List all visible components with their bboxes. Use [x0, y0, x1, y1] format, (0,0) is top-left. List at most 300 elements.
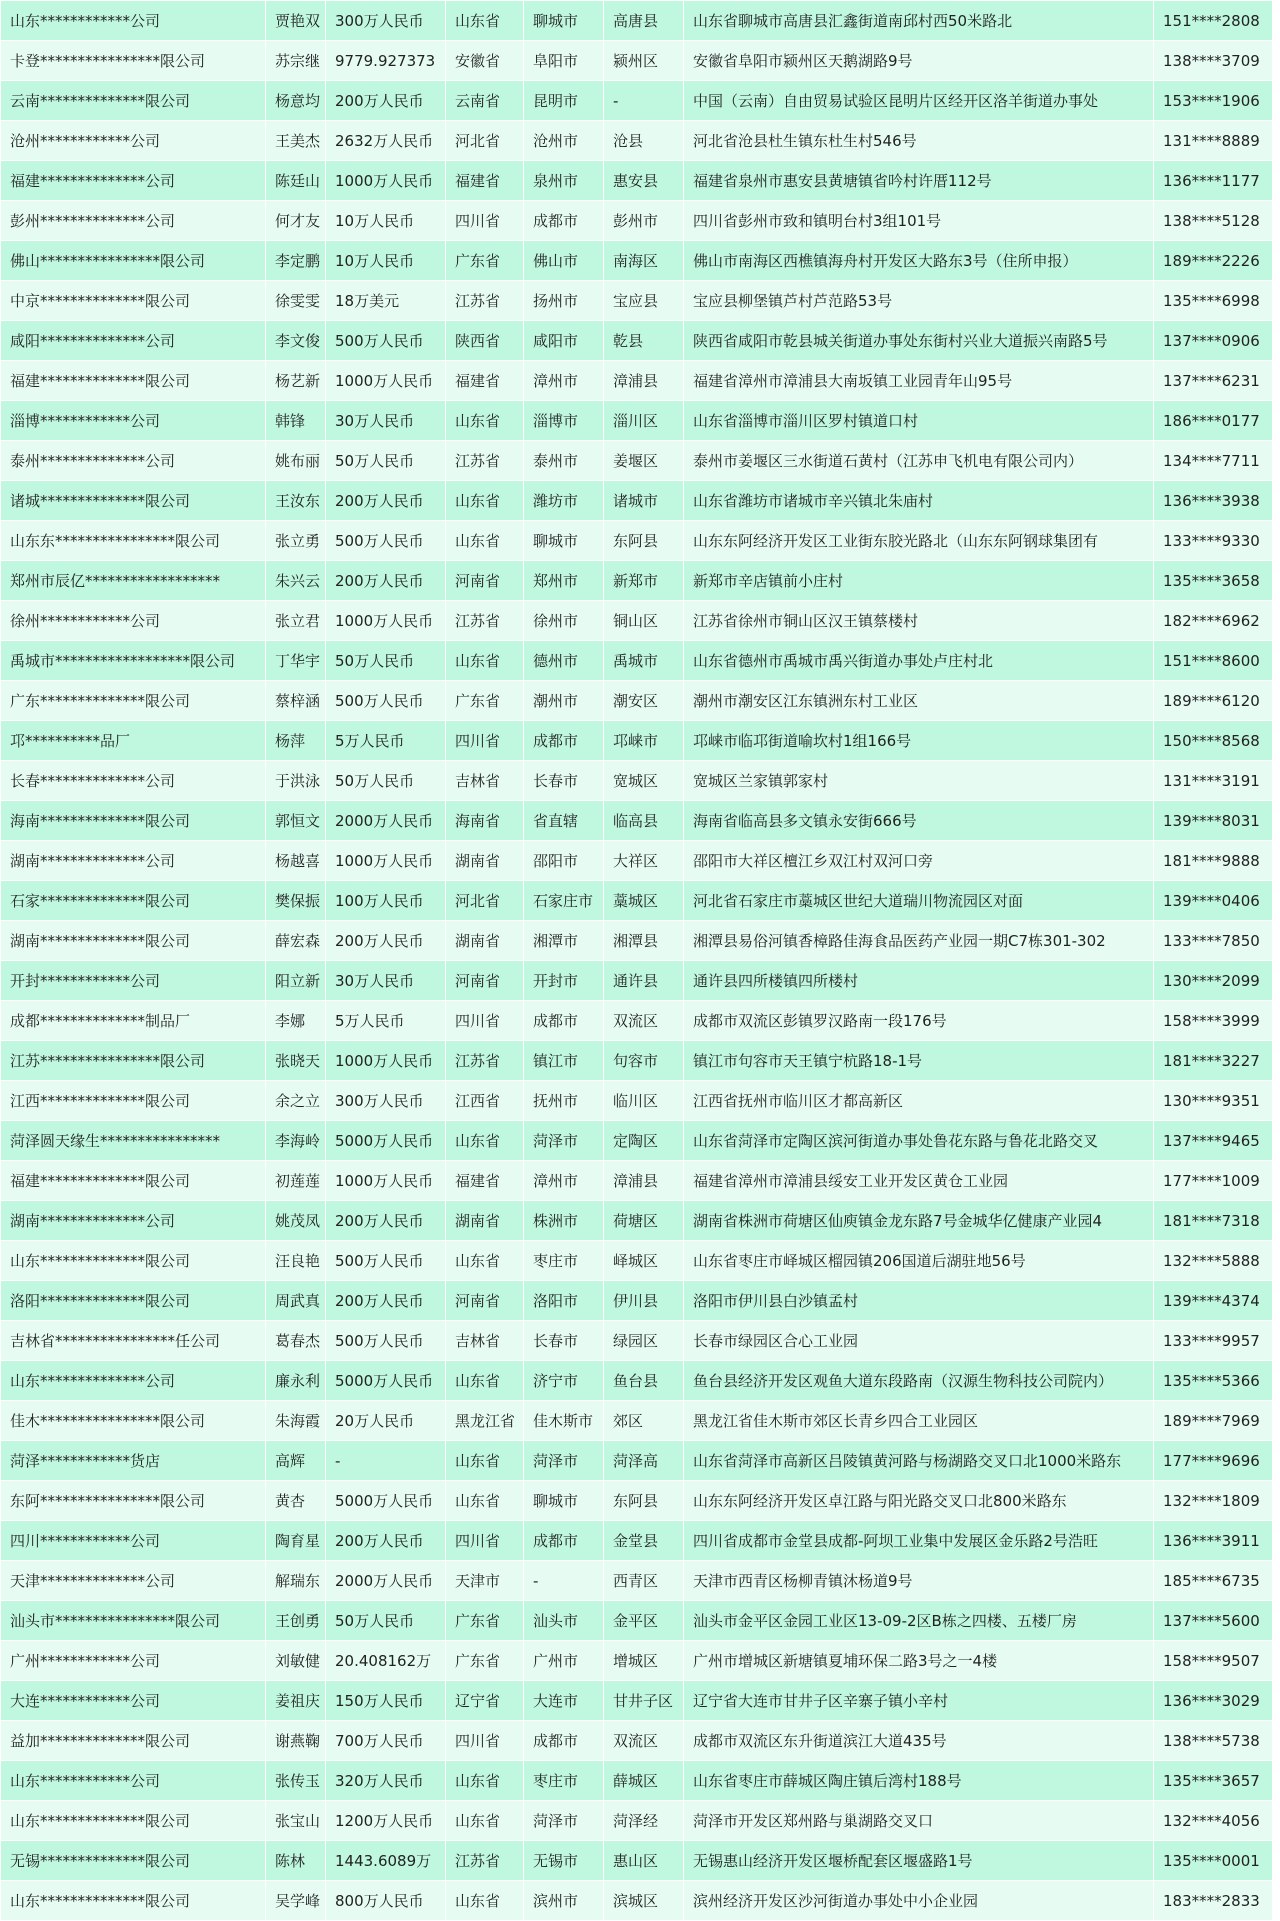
- address-cell: 镇江市句容市天王镇宁杭路18-1号: [684, 1041, 1154, 1081]
- company-name-cell: 湖南**************限公司: [1, 921, 266, 961]
- city-cell: 广州市: [524, 1641, 604, 1681]
- address-cell: 江西省抚州市临川区才都高新区: [684, 1081, 1154, 1121]
- phone-cell: 132****1809: [1154, 1481, 1273, 1521]
- province-cell: 福建省: [446, 361, 524, 401]
- registered-capital-cell: 300万人民币: [326, 1081, 446, 1121]
- phone-cell: 130****2099: [1154, 961, 1273, 1001]
- company-name-cell: 开封************公司: [1, 961, 266, 1001]
- company-name-cell: 山东**************限公司: [1, 1801, 266, 1841]
- province-cell: 山东省: [446, 1241, 524, 1281]
- registered-capital-cell: 50万人民币: [326, 1601, 446, 1641]
- province-cell: 河南省: [446, 961, 524, 1001]
- province-cell: 福建省: [446, 1161, 524, 1201]
- phone-cell: 131****3191: [1154, 761, 1273, 801]
- phone-cell: 181****3227: [1154, 1041, 1273, 1081]
- registered-capital-cell: 150万人民币: [326, 1681, 446, 1721]
- address-cell: 山东东阿经济开发区工业街东胶光路北（山东东阿钢球集团有: [684, 521, 1154, 561]
- registered-capital-cell: 18万美元: [326, 281, 446, 321]
- province-cell: 天津市: [446, 1561, 524, 1601]
- district-cell: 甘井子区: [604, 1681, 684, 1721]
- registered-capital-cell: 30万人民币: [326, 961, 446, 1001]
- legal-rep-cell: 苏宗继: [266, 41, 326, 81]
- address-cell: 山东省枣庄市峄城区榴园镇206国道后湖驻地56号: [684, 1241, 1154, 1281]
- address-cell: 无锡惠山经济开发区堰桥配套区堰盛路1号: [684, 1841, 1154, 1881]
- city-cell: 淄博市: [524, 401, 604, 441]
- registered-capital-cell: 1000万人民币: [326, 1041, 446, 1081]
- city-cell: 镇江市: [524, 1041, 604, 1081]
- table-row: [1, 601, 1273, 641]
- phone-cell: 153****1906: [1154, 81, 1273, 121]
- district-cell: 禹城市: [604, 641, 684, 681]
- phone-cell: 151****2808: [1154, 1, 1273, 41]
- address-cell: 滨州经济开发区沙河街道办事处中小企业园: [684, 1881, 1154, 1921]
- address-cell: 福建省漳州市漳浦县大南坂镇工业园青年山95号: [684, 361, 1154, 401]
- legal-rep-cell: 黄杏: [266, 1481, 326, 1521]
- registered-capital-cell: 1200万人民币: [326, 1801, 446, 1841]
- address-cell: 宝应县柳堡镇芦村芦范路53号: [684, 281, 1154, 321]
- table-row: [1, 641, 1273, 681]
- registered-capital-cell: 2000万人民币: [326, 1561, 446, 1601]
- table-row: [1, 1241, 1273, 1281]
- legal-rep-cell: 杨萍: [266, 721, 326, 761]
- registered-capital-cell: 500万人民币: [326, 521, 446, 561]
- phone-cell: 181****7318: [1154, 1201, 1273, 1241]
- province-cell: 山东省: [446, 1801, 524, 1841]
- legal-rep-cell: 汪良艳: [266, 1241, 326, 1281]
- district-cell: 大祥区: [604, 841, 684, 881]
- province-cell: 江西省: [446, 1081, 524, 1121]
- registered-capital-cell: 50万人民币: [326, 761, 446, 801]
- phone-cell: 137****6231: [1154, 361, 1273, 401]
- company-name-cell: 佛山****************限公司: [1, 241, 266, 281]
- province-cell: 福建省: [446, 161, 524, 201]
- province-cell: 云南省: [446, 81, 524, 121]
- district-cell: 惠安县: [604, 161, 684, 201]
- district-cell: 句容市: [604, 1041, 684, 1081]
- table-row: [1, 1401, 1273, 1441]
- legal-rep-cell: 李娜: [266, 1001, 326, 1041]
- company-name-cell: 中京**************限公司: [1, 281, 266, 321]
- legal-rep-cell: 姚茂凤: [266, 1201, 326, 1241]
- address-cell: 鱼台县经济开发区观鱼大道东段路南（汉源生物科技公司院内）: [684, 1361, 1154, 1401]
- table-row: [1, 761, 1273, 801]
- province-cell: 山东省: [446, 1361, 524, 1401]
- registered-capital-cell: 200万人民币: [326, 921, 446, 961]
- registered-capital-cell: 2632万人民币: [326, 121, 446, 161]
- address-cell: 佛山市南海区西樵镇海舟村开发区大路东3号（住所申报）: [684, 241, 1154, 281]
- registered-capital-cell: 100万人民币: [326, 881, 446, 921]
- phone-cell: 189****7969: [1154, 1401, 1273, 1441]
- table-row: [1, 1641, 1273, 1681]
- company-name-cell: 泰州**************公司: [1, 441, 266, 481]
- district-cell: 潮安区: [604, 681, 684, 721]
- legal-rep-cell: 陈廷山: [266, 161, 326, 201]
- address-cell: 山东省菏泽市定陶区滨河街道办事处鲁花东路与鲁花北路交叉: [684, 1121, 1154, 1161]
- registered-capital-cell: 320万人民币: [326, 1761, 446, 1801]
- city-cell: 咸阳市: [524, 321, 604, 361]
- table-row: [1, 881, 1273, 921]
- city-cell: 沧州市: [524, 121, 604, 161]
- address-cell: 潮州市潮安区江东镇洲东村工业区: [684, 681, 1154, 721]
- company-name-cell: 大连************公司: [1, 1681, 266, 1721]
- district-cell: 高唐县: [604, 1, 684, 41]
- phone-cell: 189****2226: [1154, 241, 1273, 281]
- address-cell: 江苏省徐州市铜山区汉王镇蔡楼村: [684, 601, 1154, 641]
- address-cell: 陕西省咸阳市乾县城关街道办事处东街村兴业大道振兴南路5号: [684, 321, 1154, 361]
- company-name-cell: 淄博************公司: [1, 401, 266, 441]
- address-cell: 中国（云南）自由贸易试验区昆明片区经开区洛羊街道办事处: [684, 81, 1154, 121]
- province-cell: 江苏省: [446, 1041, 524, 1081]
- district-cell: 菏泽高: [604, 1441, 684, 1481]
- table-row: [1, 561, 1273, 601]
- province-cell: 河北省: [446, 881, 524, 921]
- district-cell: 郊区: [604, 1401, 684, 1441]
- table-row: [1, 1281, 1273, 1321]
- registered-capital-cell: 5000万人民币: [326, 1361, 446, 1401]
- table-row: [1, 1481, 1273, 1521]
- phone-cell: 131****8889: [1154, 121, 1273, 161]
- table-row: [1, 1081, 1273, 1121]
- province-cell: 广东省: [446, 1641, 524, 1681]
- company-name-cell: 山东************公司: [1, 1761, 266, 1801]
- table-row: [1, 361, 1273, 401]
- table-row: [1, 1801, 1273, 1841]
- legal-rep-cell: 高辉: [266, 1441, 326, 1481]
- company-name-cell: 江西**************限公司: [1, 1081, 266, 1121]
- legal-rep-cell: 姜祖庆: [266, 1681, 326, 1721]
- company-name-cell: 湖南**************公司: [1, 1201, 266, 1241]
- registered-capital-cell: 300万人民币: [326, 1, 446, 41]
- registered-capital-cell: 200万人民币: [326, 1521, 446, 1561]
- legal-rep-cell: 陶育星: [266, 1521, 326, 1561]
- phone-cell: 139****0406: [1154, 881, 1273, 921]
- city-cell: 成都市: [524, 1521, 604, 1561]
- legal-rep-cell: 李定鹏: [266, 241, 326, 281]
- table-row: [1, 481, 1273, 521]
- city-cell: 成都市: [524, 201, 604, 241]
- table-row: [1, 1601, 1273, 1641]
- table-row: [1, 1761, 1273, 1801]
- city-cell: 枣庄市: [524, 1761, 604, 1801]
- registered-capital-cell: 500万人民币: [326, 321, 446, 361]
- district-cell: 乾县: [604, 321, 684, 361]
- registered-capital-cell: 1000万人民币: [326, 361, 446, 401]
- table-row: [1, 1161, 1273, 1201]
- phone-cell: 136****1177: [1154, 161, 1273, 201]
- phone-cell: 151****8600: [1154, 641, 1273, 681]
- company-name-cell: 咸阳**************公司: [1, 321, 266, 361]
- company-name-cell: 天津**************公司: [1, 1561, 266, 1601]
- province-cell: 山东省: [446, 1, 524, 41]
- district-cell: 峄城区: [604, 1241, 684, 1281]
- registered-capital-cell: 5万人民币: [326, 1001, 446, 1041]
- company-name-cell: 汕头市****************限公司: [1, 1601, 266, 1641]
- address-cell: 四川省彭州市致和镇明台村3组101号: [684, 201, 1154, 241]
- phone-cell: 133****9957: [1154, 1321, 1273, 1361]
- district-cell: 双流区: [604, 1001, 684, 1041]
- phone-cell: 177****9696: [1154, 1441, 1273, 1481]
- phone-cell: 135****0001: [1154, 1841, 1273, 1881]
- phone-cell: 134****7711: [1154, 441, 1273, 481]
- legal-rep-cell: 张立勇: [266, 521, 326, 561]
- district-cell: 铜山区: [604, 601, 684, 641]
- phone-cell: 186****0177: [1154, 401, 1273, 441]
- table-row: [1, 1321, 1273, 1361]
- phone-cell: 158****3999: [1154, 1001, 1273, 1041]
- registered-capital-cell: 20.408162万: [326, 1641, 446, 1681]
- legal-rep-cell: 初莲莲: [266, 1161, 326, 1201]
- table-row: [1, 121, 1273, 161]
- phone-cell: 137****5600: [1154, 1601, 1273, 1641]
- legal-rep-cell: 周武真: [266, 1281, 326, 1321]
- district-cell: 荷塘区: [604, 1201, 684, 1241]
- table-row: [1, 241, 1273, 281]
- district-cell: 伊川县: [604, 1281, 684, 1321]
- province-cell: 湖南省: [446, 921, 524, 961]
- address-cell: 黑龙江省佳木斯市郊区长青乡四合工业园区: [684, 1401, 1154, 1441]
- province-cell: 江苏省: [446, 281, 524, 321]
- district-cell: 惠山区: [604, 1841, 684, 1881]
- address-cell: 安徽省阜阳市颍州区天鹅湖路9号: [684, 41, 1154, 81]
- company-name-cell: 山东**************限公司: [1, 1241, 266, 1281]
- company-name-cell: 四川************公司: [1, 1521, 266, 1561]
- district-cell: 湘潭县: [604, 921, 684, 961]
- address-cell: 福建省漳州市漳浦县绥安工业开发区黄仓工业园: [684, 1161, 1154, 1201]
- registered-capital-cell: 500万人民币: [326, 1321, 446, 1361]
- address-cell: 广州市增城区新塘镇夏埔环保二路3号之一4楼: [684, 1641, 1154, 1681]
- company-name-cell: 海南**************限公司: [1, 801, 266, 841]
- phone-cell: 132****5888: [1154, 1241, 1273, 1281]
- province-cell: 陕西省: [446, 321, 524, 361]
- city-cell: 菏泽市: [524, 1121, 604, 1161]
- address-cell: 山东省淄博市淄川区罗村镇道口村: [684, 401, 1154, 441]
- table-row: [1, 321, 1273, 361]
- city-cell: 抚州市: [524, 1081, 604, 1121]
- city-cell: 滨州市: [524, 1881, 604, 1921]
- province-cell: 湖南省: [446, 841, 524, 881]
- address-cell: 成都市双流区彭镇罗汉路南一段176号: [684, 1001, 1154, 1041]
- address-cell: 山东省菏泽市高新区吕陵镇黄河路与杨湖路交叉口北1000米路东: [684, 1441, 1154, 1481]
- province-cell: 河北省: [446, 121, 524, 161]
- legal-rep-cell: 阳立新: [266, 961, 326, 1001]
- city-cell: 成都市: [524, 1721, 604, 1761]
- phone-cell: 139****8031: [1154, 801, 1273, 841]
- phone-cell: 135****3657: [1154, 1761, 1273, 1801]
- city-cell: 潮州市: [524, 681, 604, 721]
- phone-cell: 135****6998: [1154, 281, 1273, 321]
- city-cell: 德州市: [524, 641, 604, 681]
- company-name-cell: 福建**************公司: [1, 161, 266, 201]
- legal-rep-cell: 张传玉: [266, 1761, 326, 1801]
- phone-cell: 138****5738: [1154, 1721, 1273, 1761]
- table-row: [1, 801, 1273, 841]
- phone-cell: 177****1009: [1154, 1161, 1273, 1201]
- table-row: [1, 161, 1273, 201]
- address-cell: 山东省枣庄市薛城区陶庄镇后湾村188号: [684, 1761, 1154, 1801]
- legal-rep-cell: 姚布丽: [266, 441, 326, 481]
- province-cell: 四川省: [446, 1001, 524, 1041]
- address-cell: 通许县四所楼镇四所楼村: [684, 961, 1154, 1001]
- address-cell: 天津市西青区杨柳青镇沐杨道9号: [684, 1561, 1154, 1601]
- registered-capital-cell: 10万人民币: [326, 201, 446, 241]
- registered-capital-cell: 500万人民币: [326, 681, 446, 721]
- registered-capital-cell: 50万人民币: [326, 441, 446, 481]
- address-cell: 菏泽市开发区郑州路与巢湖路交叉口: [684, 1801, 1154, 1841]
- province-cell: 山东省: [446, 1121, 524, 1161]
- city-cell: 汕头市: [524, 1601, 604, 1641]
- registered-capital-cell: 700万人民币: [326, 1721, 446, 1761]
- registered-capital-cell: 5000万人民币: [326, 1481, 446, 1521]
- city-cell: 菏泽市: [524, 1801, 604, 1841]
- table-row: [1, 41, 1273, 81]
- company-table-body: [1, 1, 1273, 1921]
- city-cell: 漳州市: [524, 361, 604, 401]
- registered-capital-cell: 500万人民币: [326, 1241, 446, 1281]
- legal-rep-cell: 于洪泳: [266, 761, 326, 801]
- legal-rep-cell: 张晓天: [266, 1041, 326, 1081]
- city-cell: 省直辖: [524, 801, 604, 841]
- district-cell: 金堂县: [604, 1521, 684, 1561]
- district-cell: 淄川区: [604, 401, 684, 441]
- city-cell: 菏泽市: [524, 1441, 604, 1481]
- table-row: [1, 1, 1273, 41]
- district-cell: 西青区: [604, 1561, 684, 1601]
- province-cell: 山东省: [446, 521, 524, 561]
- company-name-cell: 福建**************限公司: [1, 1161, 266, 1201]
- legal-rep-cell: 谢燕鞠: [266, 1721, 326, 1761]
- legal-rep-cell: 王美杰: [266, 121, 326, 161]
- province-cell: 湖南省: [446, 1201, 524, 1241]
- legal-rep-cell: 郭恒文: [266, 801, 326, 841]
- company-name-cell: 湖南**************公司: [1, 841, 266, 881]
- registered-capital-cell: 200万人民币: [326, 561, 446, 601]
- company-name-cell: 山东************公司: [1, 1, 266, 41]
- table-row: [1, 1841, 1273, 1881]
- phone-cell: 136****3938: [1154, 481, 1273, 521]
- province-cell: 江苏省: [446, 601, 524, 641]
- city-cell: 株洲市: [524, 1201, 604, 1241]
- company-name-cell: 东阿****************限公司: [1, 1481, 266, 1521]
- company-name-cell: 洛阳**************限公司: [1, 1281, 266, 1321]
- district-cell: 双流区: [604, 1721, 684, 1761]
- legal-rep-cell: 朱海霞: [266, 1401, 326, 1441]
- province-cell: 江苏省: [446, 441, 524, 481]
- table-row: [1, 1361, 1273, 1401]
- company-name-cell: 山东**************限公司: [1, 1881, 266, 1921]
- district-cell: 漳浦县: [604, 1161, 684, 1201]
- company-name-cell: 成都**************制品厂: [1, 1001, 266, 1041]
- address-cell: 山东东阿经济开发区卓江路与阳光路交叉口北800米路东: [684, 1481, 1154, 1521]
- district-cell: 鱼台县: [604, 1361, 684, 1401]
- legal-rep-cell: 解瑞东: [266, 1561, 326, 1601]
- registered-capital-cell: 5万人民币: [326, 721, 446, 761]
- district-cell: 临高县: [604, 801, 684, 841]
- phone-cell: 150****8568: [1154, 721, 1273, 761]
- phone-cell: 133****9330: [1154, 521, 1273, 561]
- city-cell: 扬州市: [524, 281, 604, 321]
- registered-capital-cell: 1000万人民币: [326, 1161, 446, 1201]
- city-cell: 长春市: [524, 761, 604, 801]
- address-cell: 山东省聊城市高唐县汇鑫街道南邱村西50米路北: [684, 1, 1154, 41]
- legal-rep-cell: 余之立: [266, 1081, 326, 1121]
- city-cell: 枣庄市: [524, 1241, 604, 1281]
- table-row: [1, 1681, 1273, 1721]
- table-row: [1, 441, 1273, 481]
- registered-capital-cell: 9779.927373: [326, 41, 446, 81]
- phone-cell: 182****6962: [1154, 601, 1273, 641]
- district-cell: 东阿县: [604, 521, 684, 561]
- registered-capital-cell: 20万人民币: [326, 1401, 446, 1441]
- province-cell: 山东省: [446, 1441, 524, 1481]
- table-row: [1, 1201, 1273, 1241]
- table-row: [1, 1521, 1273, 1561]
- legal-rep-cell: 朱兴云: [266, 561, 326, 601]
- address-cell: 湖南省株洲市荷塘区仙庾镇金龙东路7号金城华亿健康产业园4: [684, 1201, 1154, 1241]
- registered-capital-cell: 200万人民币: [326, 1201, 446, 1241]
- company-name-cell: 福建**************限公司: [1, 361, 266, 401]
- registered-capital-cell: 200万人民币: [326, 1281, 446, 1321]
- address-cell: 邵阳市大祥区檀江乡双江村双河口旁: [684, 841, 1154, 881]
- company-name-cell: 广州************公司: [1, 1641, 266, 1681]
- company-name-cell: 长春**************公司: [1, 761, 266, 801]
- company-name-cell: 吉林省****************任公司: [1, 1321, 266, 1361]
- phone-cell: 181****9888: [1154, 841, 1273, 881]
- province-cell: 四川省: [446, 1521, 524, 1561]
- legal-rep-cell: 李海岭: [266, 1121, 326, 1161]
- address-cell: 福建省泉州市惠安县黄塘镇省吟村许厝112号: [684, 161, 1154, 201]
- legal-rep-cell: 王创勇: [266, 1601, 326, 1641]
- registered-capital-cell: 2000万人民币: [326, 801, 446, 841]
- province-cell: 河南省: [446, 561, 524, 601]
- registered-capital-cell: 50万人民币: [326, 641, 446, 681]
- legal-rep-cell: 韩锋: [266, 401, 326, 441]
- province-cell: 河南省: [446, 1281, 524, 1321]
- table-row: [1, 1121, 1273, 1161]
- registered-capital-cell: 1000万人民币: [326, 601, 446, 641]
- legal-rep-cell: 张宝山: [266, 1801, 326, 1841]
- legal-rep-cell: 樊保振: [266, 881, 326, 921]
- city-cell: 邵阳市: [524, 841, 604, 881]
- phone-cell: 139****4374: [1154, 1281, 1273, 1321]
- city-cell: 徐州市: [524, 601, 604, 641]
- district-cell: 颍州区: [604, 41, 684, 81]
- table-row: [1, 1561, 1273, 1601]
- legal-rep-cell: 贾艳双: [266, 1, 326, 41]
- city-cell: 泉州市: [524, 161, 604, 201]
- company-name-cell: 无锡**************限公司: [1, 1841, 266, 1881]
- company-name-cell: 山东东****************限公司: [1, 521, 266, 561]
- phone-cell: 133****7850: [1154, 921, 1273, 961]
- table-row: [1, 1881, 1273, 1921]
- province-cell: 辽宁省: [446, 1681, 524, 1721]
- province-cell: 广东省: [446, 241, 524, 281]
- province-cell: 黑龙江省: [446, 1401, 524, 1441]
- company-name-cell: 沧州************公司: [1, 121, 266, 161]
- legal-rep-cell: 葛春杰: [266, 1321, 326, 1361]
- district-cell: 临川区: [604, 1081, 684, 1121]
- city-cell: 无锡市: [524, 1841, 604, 1881]
- city-cell: 洛阳市: [524, 1281, 604, 1321]
- city-cell: 成都市: [524, 1001, 604, 1041]
- company-name-cell: 郑州市辰亿******************: [1, 561, 266, 601]
- address-cell: 汕头市金平区金园工业区13-09-2区B栋之四楼、五楼厂房: [684, 1601, 1154, 1641]
- district-cell: 沧县: [604, 121, 684, 161]
- legal-rep-cell: 杨艺新: [266, 361, 326, 401]
- legal-rep-cell: 何才友: [266, 201, 326, 241]
- district-cell: 金平区: [604, 1601, 684, 1641]
- district-cell: 藁城区: [604, 881, 684, 921]
- city-cell: -: [524, 1561, 604, 1601]
